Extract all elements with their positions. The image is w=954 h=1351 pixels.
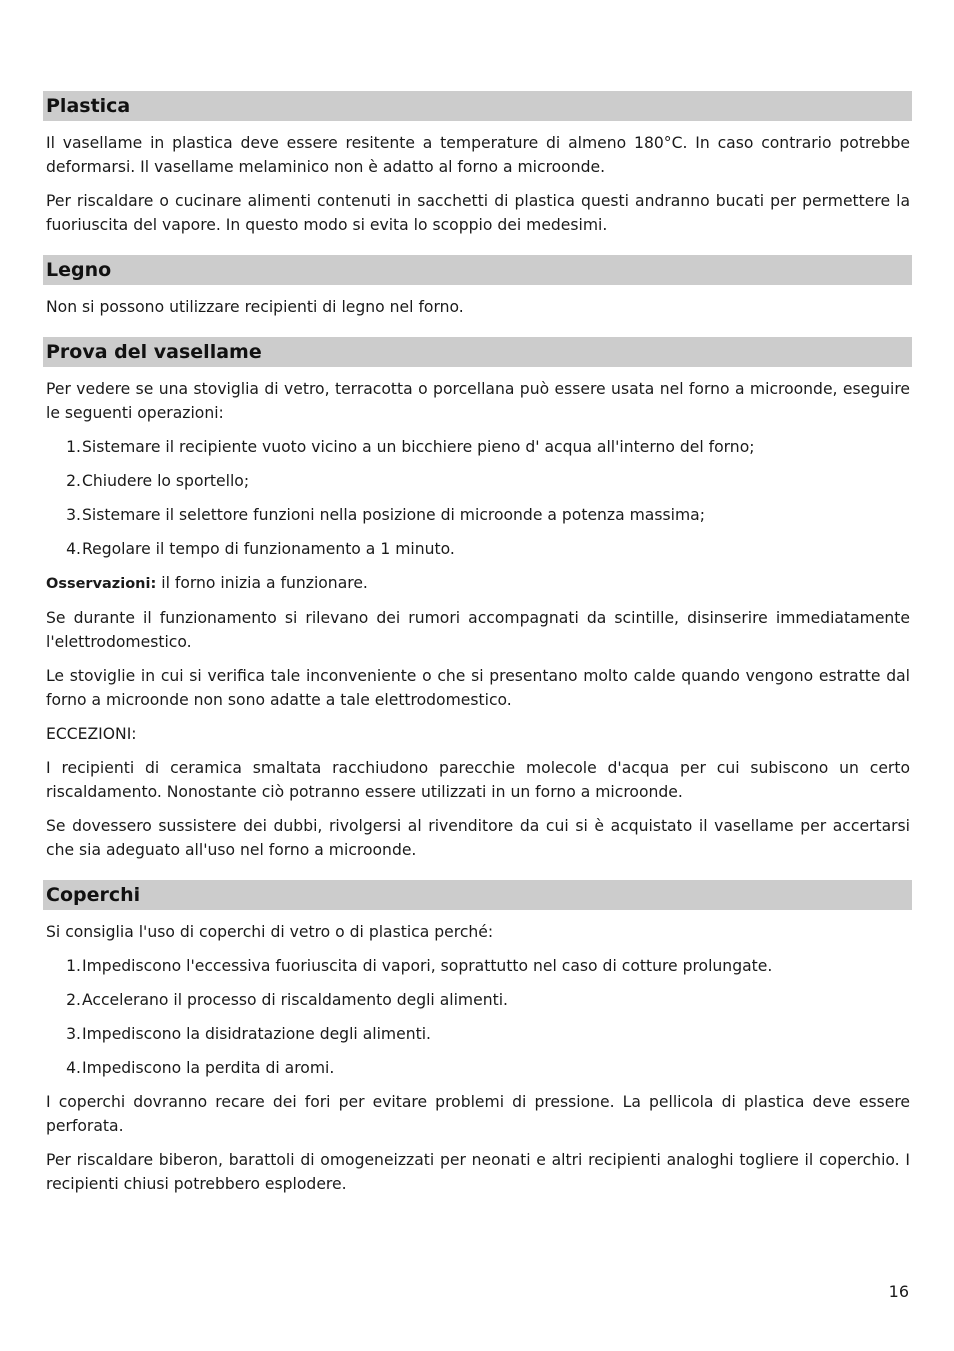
paragraph: Per vedere se una stoviglia di vetro, terracotta o porcellana può essere usata nel forno a microonde, eseguire le seguenti operazioni: <box>46 380 910 422</box>
list-item <box>43 435 912 459</box>
observation-text: il forno inizia a funzionare. <box>156 574 368 592</box>
section-heading-prova: Prova del vasellame <box>43 337 912 367</box>
list-text: Regolare il tempo di funzionamento a 1 minuto. <box>82 540 455 558</box>
paragraph: Si consiglia l'uso di coperchi di vetro o di plastica perché: <box>46 923 494 941</box>
list-number: 1. <box>66 438 81 456</box>
list-number: 3. <box>66 1025 81 1043</box>
list-number: 4. <box>66 540 81 558</box>
paragraph: I coperchi dovranno recare dei fori per evitare problemi di pressione. La pellicola di plastica deve essere perforata. <box>46 1093 910 1135</box>
list-number: 4. <box>66 1059 81 1077</box>
list-number: 3. <box>66 506 81 524</box>
observation-paragraph <box>43 571 912 596</box>
paragraph: Le stoviglie in cui si verifica tale inconveniente o che si presentano molto calde quando vengono estratte dal forno a microonde non sono adatte a tale elettrodomestico. <box>46 667 910 709</box>
paragraph: I recipienti di ceramica smaltata racchiudono parecchie molecole d'acqua per cui subiscono un certo riscaldamento. Nonostante ciò potranno essere utilizzati in un forno a microonde. <box>46 759 910 801</box>
list-text: Impediscono l'eccessiva fuoriuscita di vapori, soprattutto nel caso di cotture prolungate. <box>82 957 773 975</box>
list-text: Sistemare il selettore funzioni nella posizione di microonde a potenza massima; <box>82 506 705 524</box>
list-item <box>43 988 912 1012</box>
lids-benefits-list <box>43 954 912 1080</box>
list-number: 2. <box>66 472 81 490</box>
paragraph: Il vasellame in plastica deve essere resitente a temperature di almeno 180°C. In caso contrario potrebbe deformarsi. Il vasellame melaminico non è adatto al forno a microonde. <box>46 134 910 176</box>
paragraph: Se dovessero sussistere dei dubbi, rivolgersi al rivenditore da cui si è acquistato il vasellame per accertarsi che sia adeguato all'uso nel forno a microonde. <box>46 817 910 859</box>
manual-page <box>43 91 912 1196</box>
list-item <box>43 503 912 527</box>
section-heading-plastica: Plastica <box>43 91 912 121</box>
section-heading-legno: Legno <box>43 255 912 285</box>
list-text: Impediscono la perdita di aromi. <box>82 1059 335 1077</box>
list-number: 2. <box>66 991 81 1009</box>
list-text: Chiudere lo sportello; <box>82 472 250 490</box>
paragraph: Per riscaldare o cucinare alimenti contenuti in sacchetti di plastica questi andranno bucati per permettere la fuoriuscita del vapore. In questo modo si evita lo scoppio dei medesimi. <box>46 192 910 234</box>
paragraph: Per riscaldare biberon, barattoli di omogeneizzati per neonati e altri recipienti analoghi togliere il coperchio. I recipienti chiusi potrebbero esplodere. <box>46 1151 910 1193</box>
list-number: 1. <box>66 957 81 975</box>
test-steps-list <box>43 435 912 561</box>
paragraph: Non si possono utilizzare recipienti di legno nel forno. <box>46 298 464 316</box>
section-heading-coperchi: Coperchi <box>43 880 912 910</box>
list-text: Sistemare il recipiente vuoto vicino a un bicchiere pieno d' acqua all'interno del forno; <box>82 438 755 456</box>
list-text: Accelerano il processo di riscaldamento degli alimenti. <box>82 991 509 1009</box>
list-item <box>43 469 912 493</box>
observation-label: Osservazioni: <box>46 576 157 592</box>
list-item <box>43 1022 912 1046</box>
list-text: Impediscono la disidratazione degli alimenti. <box>82 1025 431 1043</box>
list-item <box>43 954 912 978</box>
list-item <box>43 1056 912 1080</box>
page-number: 16 <box>888 1282 909 1301</box>
list-item <box>43 537 912 561</box>
exceptions-label: ECCEZIONI: <box>46 725 137 743</box>
paragraph: Se durante il funzionamento si rilevano dei rumori accompagnati da scintille, disinserire immediatamente l'elettrodomestico. <box>46 609 910 651</box>
